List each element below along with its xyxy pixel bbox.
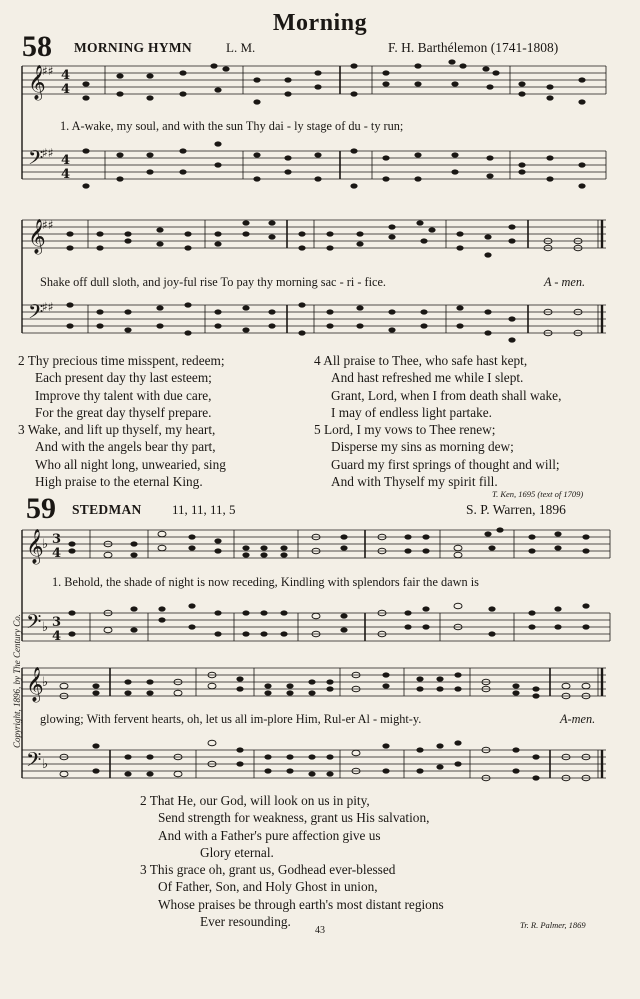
hymn-58-lyric-line-2: Shake off dull sloth, and joy-ful rise To pay thy morning sac - ri - fice. [40, 275, 386, 289]
svg-text:4: 4 [61, 68, 71, 83]
verse-line: 3 Wake, and lift up thyself, my heart, [18, 422, 216, 438]
svg-text:♯♯: ♯♯ [42, 300, 54, 314]
svg-text:3: 3 [52, 615, 62, 630]
svg-text:♯♯: ♯♯ [42, 64, 54, 78]
hymn-58-tune-name: MORNING HYMN [74, 40, 192, 55]
hymn-59-amen: A-men. [560, 712, 596, 726]
verse-line: Grant, Lord, when I from death shall wake, [331, 387, 562, 403]
verse-line: I may of endless light partake. [331, 404, 492, 420]
hymn-58-composer: F. H. Barthélemon (1741-1808) [388, 40, 559, 55]
svg-text:♯♯: ♯♯ [42, 146, 54, 160]
hymn-59-tune-name: STEDMAN [72, 502, 142, 517]
svg-text:♭: ♭ [42, 675, 49, 690]
svg-text:3: 3 [52, 532, 62, 547]
verse-line: And with a Father's pure affection give us [158, 827, 381, 843]
section-title: Morning [272, 10, 368, 36]
verse-line: And with the angels bear thy part, [35, 439, 216, 455]
hymn-59-translator-credit: Tr. R. Palmer, 1869 [520, 920, 586, 930]
svg-text:𝄢: 𝄢 [26, 748, 42, 776]
hymn-58-text-credit: T. Ken, 1695 (text of 1709) [492, 489, 584, 499]
verse-line: Who all night long, unwearied, sing [35, 456, 226, 472]
svg-text:𝄢: 𝄢 [28, 146, 44, 174]
verse-line: And hast refreshed me while I slept. [331, 370, 524, 386]
svg-text:𝄞: 𝄞 [26, 529, 44, 564]
svg-text:4: 4 [52, 629, 62, 644]
verse-line: Disperse my sins as morning dew; [331, 439, 514, 455]
svg-text:𝄢: 𝄢 [28, 300, 44, 328]
verse-line: 2 Thy precious time misspent, redeem; [18, 353, 225, 368]
hymn-59-composer: S. P. Warren, 1896 [466, 502, 566, 517]
verse-line: Improve thy talent with due care, [35, 387, 212, 403]
verse-line: 5 Lord, I my vows to Thee renew; [314, 422, 496, 438]
svg-text:4: 4 [61, 153, 71, 168]
svg-text:𝄞: 𝄞 [28, 65, 46, 100]
verse-line: High praise to the eternal King. [35, 474, 203, 490]
copyright-notice: Copyright, 1896, by The Century Co. [12, 614, 22, 748]
svg-text:𝄞: 𝄞 [28, 219, 46, 254]
svg-text:𝄢: 𝄢 [26, 610, 42, 638]
svg-text:♯♯: ♯♯ [42, 218, 54, 232]
hymn-58-number: 58 [22, 30, 52, 63]
verse-line: Of Father, Son, and Holy Ghost in union, [158, 879, 378, 895]
svg-text:♭: ♭ [42, 757, 49, 772]
verse-line: Ever resounding. [200, 914, 291, 930]
hymn-59-number: 59 [26, 492, 56, 525]
svg-text:4: 4 [52, 546, 62, 561]
verse-line: Guard my first springs of thought and will; [331, 456, 560, 472]
verse-line: And with Thyself my spirit fill. [331, 474, 498, 490]
verse-line: Send strength for weakness, grant us His salvation, [158, 810, 430, 826]
hymn-58-meter: L. M. [226, 40, 256, 55]
verse-line: Glory eternal. [200, 844, 274, 860]
hymn-59-lyric-line-1: 1. Behold, the shade of night is now receding, Kindling with splendors fair the dawn is [52, 575, 479, 589]
verse-line: Whose praises be through earth's most distant regions [158, 896, 444, 912]
page-number: 43 [315, 925, 325, 936]
verse-line: 2 That He, our God, will look on us in pity, [140, 793, 370, 808]
hymn-59-lyric-line-2: glowing; With fervent hearts, oh, let us all im-plore Him, Rul-er Al - might-y. [40, 712, 422, 726]
verse-line: Each present day thy last esteem; [35, 370, 212, 386]
verse-line: 3 This grace oh, grant us, Godhead ever-blessed [140, 862, 396, 878]
hymn-58-lyric-line-1: 1. A-wake, my soul, and with the sun Thy dai - ly stage of du - ty run; [60, 119, 404, 133]
hymn-58-amen: A - men. [544, 275, 586, 289]
verse-line: For the great day thyself prepare. [35, 404, 212, 420]
hymn-59-meter: 11, 11, 11, 5 [172, 502, 236, 517]
svg-text:4: 4 [61, 82, 71, 97]
svg-text:♭: ♭ [42, 537, 49, 552]
svg-text:𝄞: 𝄞 [26, 667, 44, 702]
svg-text:♭: ♭ [42, 620, 49, 635]
svg-text:4: 4 [61, 167, 71, 182]
verse-line: 4 All praise to Thee, who safe hast kept, [314, 353, 528, 368]
hymn-59-verses [140, 792, 444, 930]
